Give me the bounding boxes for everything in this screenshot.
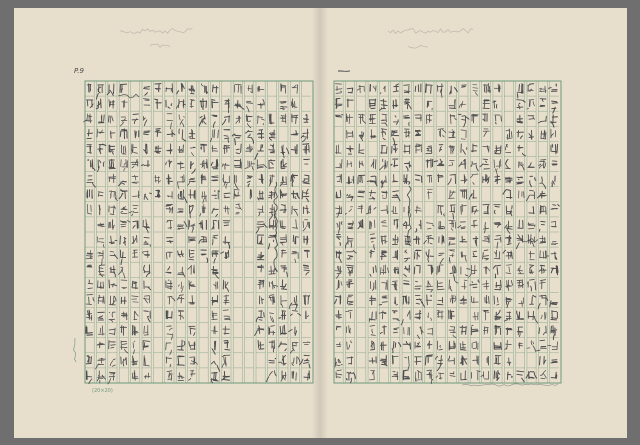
grid-spec-label: (20×20) bbox=[92, 388, 113, 394]
center-fold bbox=[312, 8, 328, 438]
manuscript-grid-right-page bbox=[334, 81, 561, 383]
handwritten-character bbox=[87, 265, 92, 267]
page-number-label: P.9 bbox=[74, 67, 84, 75]
